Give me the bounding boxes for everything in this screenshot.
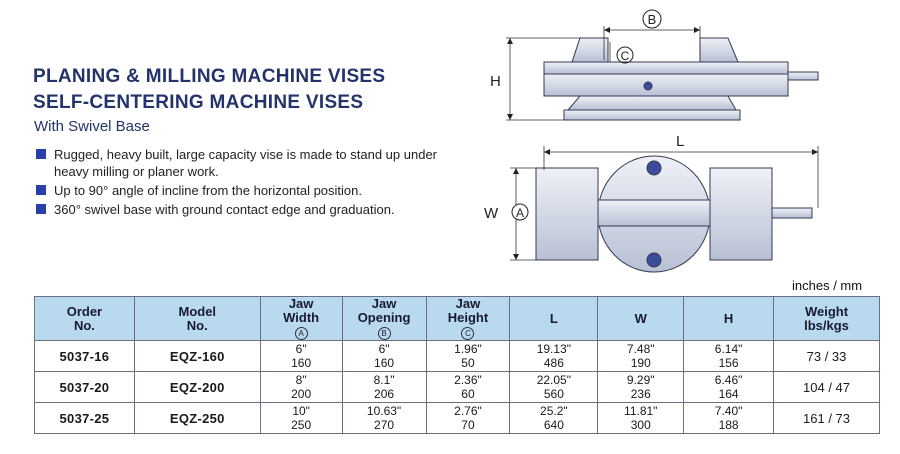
cell-jaw-opening: 10.63" 270 bbox=[342, 403, 426, 434]
table-row bbox=[35, 372, 880, 403]
bolt-icon bbox=[647, 161, 661, 175]
cell-weight: 104 / 47 bbox=[774, 372, 880, 403]
feature-list bbox=[36, 146, 446, 220]
cell-w: 7.48" 190 bbox=[598, 341, 684, 372]
cell-l: 19.13" 486 bbox=[510, 341, 598, 372]
header-model: Model No. bbox=[134, 297, 260, 341]
feature-item bbox=[36, 182, 446, 199]
cell-order: 5037-25 bbox=[35, 403, 135, 434]
unit-note: inches / mm bbox=[792, 278, 863, 293]
square-bullet-icon bbox=[36, 149, 46, 159]
arrow-icon bbox=[507, 114, 513, 120]
cell-w: 9.29" 236 bbox=[598, 372, 684, 403]
cell-jaw-opening: 6" 160 bbox=[342, 341, 426, 372]
cell-weight: 161 / 73 bbox=[774, 403, 880, 434]
arrow-icon bbox=[513, 168, 519, 174]
feature-item bbox=[36, 201, 446, 218]
label-w: W bbox=[484, 205, 499, 222]
cell-w: 11.81" 300 bbox=[598, 403, 684, 434]
table-header-row bbox=[35, 297, 880, 341]
cell-jaw-width: 6" 160 bbox=[260, 341, 342, 372]
arrow-icon bbox=[513, 254, 519, 260]
header-jaw-width: Jaw Width A bbox=[260, 297, 342, 341]
subtitle: With Swivel Base bbox=[34, 118, 150, 135]
bolt-icon bbox=[644, 82, 652, 90]
header-weight: Weight lbs/kgs bbox=[774, 297, 880, 341]
cell-l: 22.05" 560 bbox=[510, 372, 598, 403]
cell-jaw-height: 2.36" 60 bbox=[426, 372, 510, 403]
arrow-icon bbox=[694, 27, 700, 33]
screw-shaft-top bbox=[772, 208, 812, 218]
arrow-icon bbox=[812, 149, 818, 155]
cell-h: 6.46" 164 bbox=[684, 372, 774, 403]
cell-jaw-height: 2.76" 70 bbox=[426, 403, 510, 434]
table-row bbox=[35, 403, 880, 434]
cell-jaw-opening: 8.1" 206 bbox=[342, 372, 426, 403]
table-row bbox=[35, 341, 880, 372]
specification-table bbox=[34, 296, 880, 434]
cell-h: 7.40" 188 bbox=[684, 403, 774, 434]
vise-body-lower bbox=[544, 74, 788, 96]
square-bullet-icon bbox=[36, 204, 46, 214]
left-jaw-side bbox=[572, 38, 608, 62]
cell-order: 5037-20 bbox=[35, 372, 135, 403]
left-jaw-top bbox=[536, 168, 598, 260]
arrow-icon bbox=[507, 38, 513, 44]
header-jaw-height: Jaw Height C bbox=[426, 297, 510, 341]
cell-weight: 73 / 33 bbox=[774, 341, 880, 372]
label-c: C bbox=[620, 49, 630, 63]
label-h: H bbox=[490, 73, 501, 90]
vise-technical-drawing bbox=[480, 0, 900, 280]
label-l: L bbox=[676, 133, 685, 150]
feature-text: Rugged, heavy built, large capacity vise is made to stand up under heavy milling or planer work. bbox=[54, 147, 438, 179]
cell-jaw-width: 8" 200 bbox=[260, 372, 342, 403]
right-jaw-side bbox=[700, 38, 738, 62]
cell-h: 6.14" 156 bbox=[684, 341, 774, 372]
cell-model: EQZ-160 bbox=[134, 341, 260, 372]
header-jaw-opening: Jaw Opening B bbox=[342, 297, 426, 341]
screw-shaft-side bbox=[788, 72, 818, 80]
label-b: B bbox=[647, 12, 657, 27]
header-l: L bbox=[510, 297, 598, 341]
cell-l: 25.2" 640 bbox=[510, 403, 598, 434]
slide-bed-top bbox=[598, 200, 710, 226]
arrow-icon bbox=[544, 149, 550, 155]
arrow-icon bbox=[604, 27, 610, 33]
header-h: H bbox=[684, 297, 774, 341]
cell-jaw-width: 10" 250 bbox=[260, 403, 342, 434]
feature-text: Up to 90° angle of incline from the horizontal position. bbox=[54, 183, 362, 198]
cell-jaw-height: 1.96" 50 bbox=[426, 341, 510, 372]
square-bullet-icon bbox=[36, 185, 46, 195]
cell-model: EQZ-200 bbox=[134, 372, 260, 403]
page-title: PLANING & MILLING MACHINE VISES bbox=[33, 66, 386, 87]
right-jaw-top bbox=[710, 168, 772, 260]
cell-model: EQZ-250 bbox=[134, 403, 260, 434]
bolt-icon bbox=[647, 253, 661, 267]
page-subtitle-heading: SELF-CENTERING MACHINE VISES bbox=[33, 92, 364, 113]
swivel-base-side bbox=[568, 96, 736, 110]
vise-body-upper bbox=[544, 62, 788, 74]
label-a: A bbox=[515, 206, 525, 220]
cell-order: 5037-16 bbox=[35, 341, 135, 372]
feature-item bbox=[36, 146, 446, 180]
header-w: W bbox=[598, 297, 684, 341]
feature-text: 360° swivel base with ground contact edge and graduation. bbox=[54, 202, 395, 217]
base-plate-side bbox=[564, 110, 740, 120]
header-order: Order No. bbox=[35, 297, 135, 341]
